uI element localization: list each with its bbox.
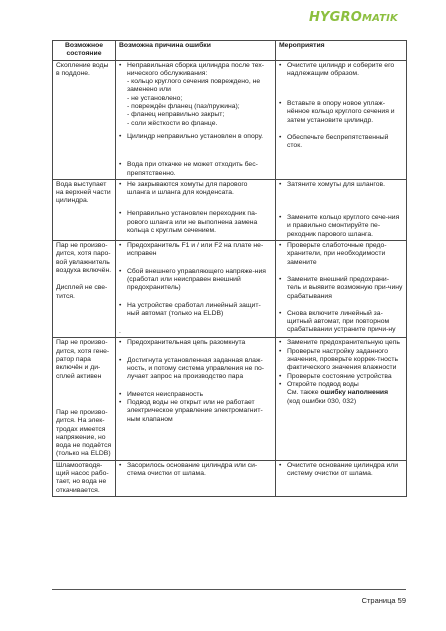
action-item: • Замените внешний предохрани-тель и выявите возможную при-чину срабатывания [279,276,403,301]
action-cell [276,241,407,338]
cause-item: • Вода при откачке не может отходить бес-препятственно. [119,161,272,178]
action-item: • Затяните хомуты для шлангов. [279,181,403,189]
action-cell [276,338,407,460]
state-text: Пар не произво-дится, хотя гене-ратор пара включён и ди-сплей активен [56,339,110,380]
action-item: • Замените предохранительную цепь [279,339,403,347]
cause-item: • Подвод воды не открыт или не работает электрическое управление электромагнит-ным клапаном [119,399,272,424]
action-item: • Проверьте состояние устройства [279,373,403,381]
cause-item: • Засорилось основание цилиндра или си-стема очистки от шлама. [119,462,272,479]
logo-part1: HYGRO [308,10,362,25]
action-cell [276,460,407,496]
page-number: Страница 59 [361,596,406,605]
cause-subitem: - фланец неправильно закрыт; [127,111,225,119]
table-header-row [53,41,407,61]
header-cause: Возможна причина ошибки [116,41,276,61]
cause-item: • На устройстве сработал линейный защит-ный автомат (только на ELDB) [119,302,272,319]
action-item: • Обеспечьте беспрепятственный сток. [279,134,403,151]
see-also-text: См. также [287,389,321,397]
state-text: Пар не произво-дится. На элек-тродах имеется напряжение, но вода не подаётся (только на ELDB) [56,408,112,458]
state-cell [53,460,116,496]
error-table [52,40,407,497]
cause-item: • Не закрываются хомуты для парового шланга и шланга для конденсата. [119,181,272,198]
cause-item: • Предохранительная цепь разомкнута [119,339,272,347]
cause-cell [116,241,276,338]
cause-subitem: - повреждён фланец (паз/пружина); [127,103,240,111]
cause-item: • Неправильная сборка цилиндра после тех-нического обслуживания: [119,62,272,79]
cause-item: • Цилиндр неправильно установлен в опору. [119,133,272,141]
fill-error-text: ошибку наполнения [320,389,389,397]
action-item: • Очистите цилиндр и соберите его надлежащим образом. [279,62,403,79]
action-item: • Снова включите линейный за-щитный автомат, при повторном срабатывании устраните причи-ну [279,310,403,335]
footer-divider [52,589,406,590]
cause-subitem: - соли жёсткости во фланце. [127,119,218,127]
action-item: • Откройте подвод воды [279,381,403,389]
action-item: • Замените кольцо круглого сече-ния и правильно смонтируйте пе-реходник парового шланга. [279,214,403,239]
state-text: Скопление воды в поддоне. [56,61,109,77]
cause-item: • Достигнута установленная заданная влаж-ность, и потому система управления не по-лучает запрос на производство пара [119,357,272,382]
action-subitem [279,389,403,397]
action-item: • Вставьте в опору новое уплаж-нённое кольцо круглого сечения и затем установите цилиндр. [279,100,403,125]
table-row [53,460,407,496]
stray-dot: . [119,328,121,336]
table-row [53,60,407,179]
cause-subitem: - не установлено; [127,94,183,102]
state-cell [53,338,116,460]
cause-cell [116,60,276,179]
action-cell [276,60,407,179]
cause-cell [116,460,276,496]
state-cell [53,241,116,338]
cause-item: • Неправильно установлен переходник па-рового шланга или не выполнена замена кольца с круглым сечением. [119,210,272,235]
cause-cell [116,338,276,460]
state-cell [53,179,116,240]
state-text: Вода выступает на верхней части цилиндра. [56,180,111,205]
action-subitem: (код ошибки 030, 032) [287,397,357,405]
table-row [53,241,407,338]
action-item: • Проверьте настройку заданного значения, проверьте коррек-тность фактического значения влажности [279,348,403,373]
header-action: Мероприятия [276,41,407,61]
cause-subitem: - кольцо круглого сечения повреждено, не заменено или [127,78,261,94]
action-cell [276,179,407,240]
header-state: Возможное состояние [53,41,116,61]
state-text: Пар не произво-дится, хотя паро-вой увлажнитель воздуха включён. [56,242,112,274]
cause-cell [116,179,276,240]
action-item: • Очистите основание цилиндра или систему очистки от шлама. [279,462,403,479]
state-text: Дисплей не све-тится. [56,284,108,300]
table-row [53,179,407,240]
cause-item: • Имеется неисправность [119,391,272,399]
state-text: Шламоотводя-щий насос рабо-тает, но вода не откачивается. [56,461,109,494]
cause-item: • Сбой внешнего управляющего напряже-ния (сработал или неисправен внешний предохранитель) [119,268,272,293]
logo-part2: MATIK [361,13,398,24]
hygromatik-logo [309,10,398,25]
state-cell [53,60,116,179]
cause-item: • Предохранитель F1 и / или F2 на плате не-исправен [119,242,272,259]
table-row [53,338,407,460]
action-item: • Проверьте слаботочные предо-хранители, при необходимости замените [279,242,403,267]
